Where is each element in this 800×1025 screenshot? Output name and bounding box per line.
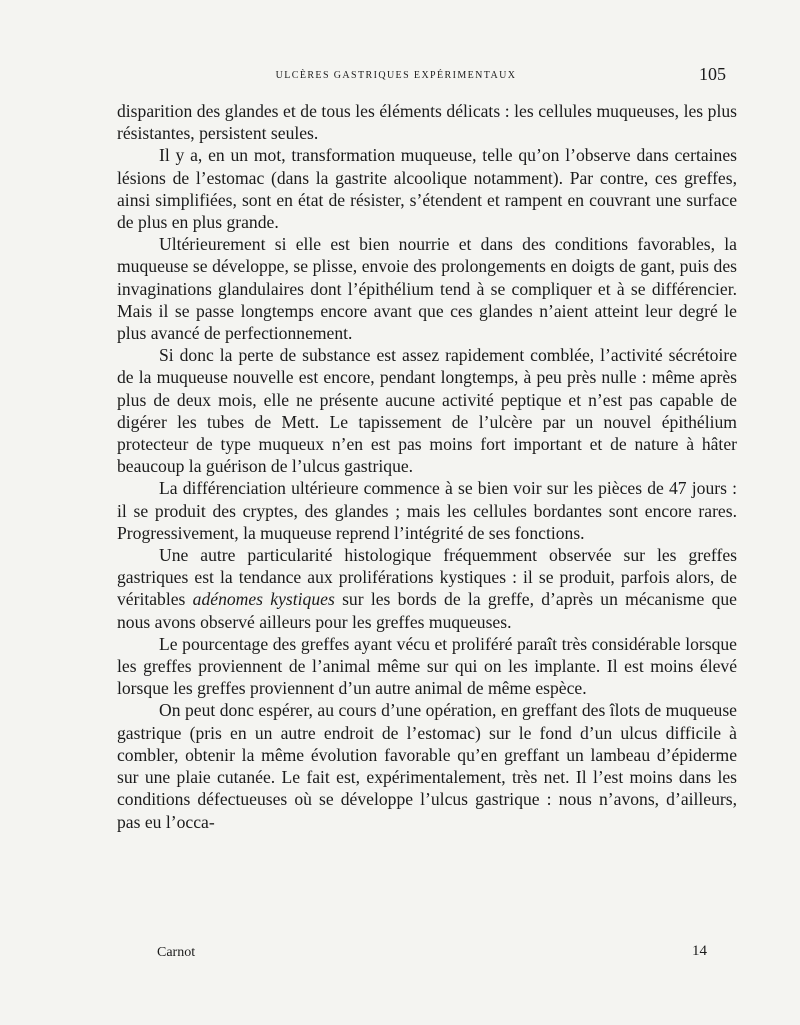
- paragraph-text: Une autre particularité histologique fréquemment observée sur les greffes gastriques est la tendance aux proliférations kystiques : il se produit, parfois alors, de véritables: [117, 545, 737, 610]
- paragraph: Ultérieurement si elle est bien nourrie et dans des conditions favorables, la muqueuse se développe, se plisse, envoie des prolongements en doigts de gant, puis des invaginations glandulaires dont l’épithélium tend à se compliquer et à se différencier. Mais il se passe longtemps encore avant que ces glandes n’aient atteint leur degré le plus avancé de perfectionnement.: [117, 234, 737, 344]
- page-header: [116, 60, 736, 96]
- italic-term: adénomes kystiques: [192, 589, 335, 610]
- paragraph: disparition des glandes et de tous les éléments délicats : les cellules muqueuses, les plus résistantes, persistent seules.: [117, 101, 737, 144]
- author-signature: Carnot: [157, 945, 196, 960]
- page-footer: [157, 943, 707, 967]
- page-number: 105: [699, 64, 726, 84]
- paragraph: Si donc la perte de substance est assez rapidement comblée, l’activité sécrétoire de la muqueuse nouvelle est encore, pendant longtemps, à peu près nulle : même après plus de deux mois, elle ne présente aucune activité peptique et n’est pas capable de digérer les tubes de Mett. Le tapissement de l’ulcère par un nouvel épithélium protecteur de type muqueux n’en est pas moins fort important et de nature à hâter beaucoup la guérison de l’ulcus gastrique.: [117, 345, 737, 477]
- running-head: ULCÈRES GASTRIQUES EXPÉRIMENTAUX: [275, 70, 517, 81]
- paragraph: [117, 544, 737, 633]
- paragraph: La différenciation ultérieure commence à se bien voir sur les pièces de 47 jours : il se produit des cryptes, des glandes ; mais les cellules bordantes sont encore rares. Progressivement, la muqueuse reprend l’intégrité de ses fonctions.: [117, 478, 737, 543]
- body-text: [117, 100, 737, 833]
- paragraph: Il y a, en un mot, transformation muqueuse, telle qu’on l’observe dans certaines lésions de l’estomac (dans la gastrite alcoolique notamment). Par contre, ces greffes, ainsi simplifiées, sont en état de résister, s’étendent et rampent en couvrant une surface de plus en plus grande.: [117, 145, 737, 233]
- sheet-number: 14: [692, 943, 707, 959]
- paragraph: On peut donc espérer, au cours d’une opération, en greffant des îlots de muqueuse gastrique (pris en un autre endroit de l’estomac) sur le fond d’un ulcus difficile à combler, obtenir la même évolution favorable qu’en greffant un lambeau d’épiderme sur une plaie cutanée. Le fait est, expérimentalement, très net. Il l’est moins dans les conditions défectueuses où se développe l’ulcus gastrique : nous n’avons, d’ailleurs, pas eu l’occa-: [117, 700, 737, 832]
- paragraph-text: sur les bords de la greffe, d’après un mécanisme que nous avons observé ailleurs pour les greffes muqueuses.: [117, 589, 737, 632]
- paragraph: Le pourcentage des greffes ayant vécu et proliféré paraît très considérable lorsque les greffes proviennent de l’animal même sur qui on les implante. Il est moins élevé lorsque les greffes proviennent d’un autre animal de même espèce.: [117, 633, 737, 699]
